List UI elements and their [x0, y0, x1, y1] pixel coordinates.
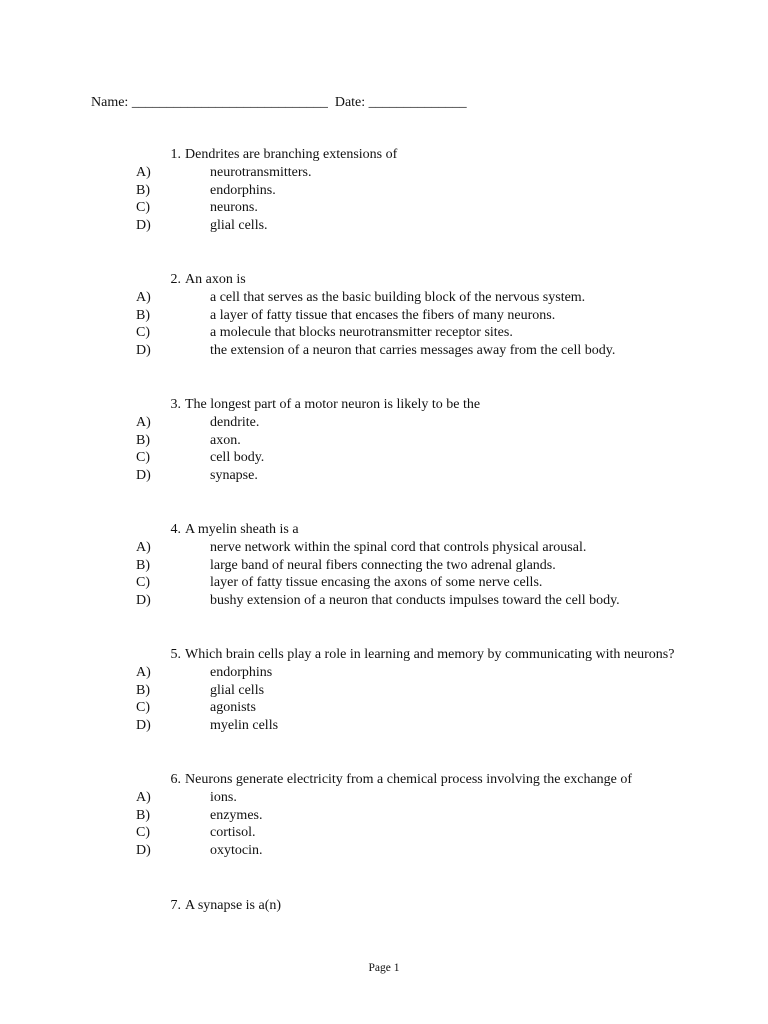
option-text: myelin cells: [210, 718, 279, 734]
question-number: 7.: [170, 898, 181, 913]
question-3: [136, 396, 736, 485]
option-text: ions.: [210, 789, 237, 805]
option-letter: B): [136, 807, 150, 823]
option-d: [136, 717, 736, 735]
option-d: [136, 342, 736, 360]
option-b: [136, 807, 736, 825]
question-1: [136, 146, 736, 235]
option-letter: C): [136, 200, 150, 216]
name-label: Name:: [91, 95, 129, 110]
option-text: large band of neural fibers connecting the two adrenal glands.: [210, 557, 556, 573]
option-text: layer of fatty tissue encasing the axons of some nerve cells.: [210, 575, 543, 591]
question-4: [136, 521, 736, 610]
option-letter: D): [136, 343, 151, 359]
question-stem: A myelin sheath is a: [185, 522, 299, 537]
option-text: endorphins: [210, 664, 273, 680]
option-letter: B): [136, 557, 150, 573]
option-text: neurotransmitters.: [210, 164, 312, 180]
option-c: [136, 449, 736, 467]
option-c: [136, 824, 736, 842]
option-b: [136, 432, 736, 450]
question-stem: Neurons generate electricity from a chemical process involving the exchange of: [185, 772, 633, 787]
option-letter: A): [136, 164, 151, 180]
option-text: a layer of fatty tissue that encases the fibers of many neurons.: [210, 307, 556, 323]
date-label: Date:: [334, 95, 366, 110]
option-letter: B): [136, 432, 150, 448]
option-a: [136, 414, 736, 432]
page-number: Page 1: [368, 962, 400, 974]
option-c: [136, 574, 736, 592]
question-stem: Dendrites are branching extensions of: [185, 147, 398, 162]
option-c: [136, 199, 736, 217]
option-text: endorphins.: [210, 182, 276, 198]
option-letter: A): [136, 664, 151, 680]
option-text: cortisol.: [210, 825, 256, 841]
option-text: dendrite.: [210, 414, 260, 430]
name-date-header: [91, 94, 467, 112]
option-letter: C): [136, 325, 150, 341]
question-number: 6.: [170, 772, 181, 787]
question-stem: The longest part of a motor neuron is likely to be the: [185, 397, 481, 412]
option-letter: D): [136, 468, 151, 484]
option-text: cell body.: [210, 450, 265, 466]
option-letter: B): [136, 307, 150, 323]
option-b: [136, 682, 736, 700]
question-6: [136, 771, 736, 860]
option-a: [136, 789, 736, 807]
question-7: [136, 897, 736, 915]
option-text: enzymes.: [210, 807, 263, 823]
question-5: [136, 646, 736, 735]
option-d: [136, 467, 736, 485]
option-letter: D): [136, 843, 151, 859]
option-text: the extension of a neuron that carries messages away from the cell body.: [210, 343, 616, 359]
question-2: [136, 271, 736, 360]
option-a: [136, 664, 736, 682]
option-text: synapse.: [210, 468, 258, 484]
option-text: a molecule that blocks neurotransmitter receptor sites.: [210, 325, 513, 341]
option-letter: D): [136, 593, 151, 609]
option-a: [136, 164, 736, 182]
option-text: neurons.: [210, 200, 258, 216]
date-blank[interactable]: ______________: [368, 95, 467, 110]
option-letter: A): [136, 789, 151, 805]
option-letter: D): [136, 718, 151, 734]
option-text: axon.: [210, 432, 241, 448]
option-d: [136, 217, 736, 235]
question-stem: A synapse is a(n): [185, 898, 282, 913]
question-number: 1.: [170, 147, 181, 162]
option-text: glial cells: [210, 682, 265, 698]
question-stem: An axon is: [185, 272, 246, 287]
option-letter: B): [136, 682, 150, 698]
option-d: [136, 592, 736, 610]
option-c: [136, 324, 736, 342]
option-c: [136, 699, 736, 717]
question-stem: Which brain cells play a role in learning and memory by communicating with neurons?: [185, 647, 675, 662]
option-b: [136, 307, 736, 325]
option-a: [136, 289, 736, 307]
option-letter: D): [136, 218, 151, 234]
option-b: [136, 557, 736, 575]
question-number: 3.: [170, 397, 181, 412]
option-text: a cell that serves as the basic building block of the nervous system.: [210, 289, 586, 305]
option-text: nerve network within the spinal cord that controls physical arousal.: [210, 539, 587, 555]
option-text: agonists: [210, 700, 256, 716]
option-letter: A): [136, 289, 151, 305]
question-number: 4.: [170, 522, 181, 537]
option-text: glial cells.: [210, 218, 268, 234]
option-a: [136, 539, 736, 557]
question-number: 2.: [170, 272, 181, 287]
question-number: 5.: [170, 647, 181, 662]
option-letter: B): [136, 182, 150, 198]
option-text: bushy extension of a neuron that conducts impulses toward the cell body.: [210, 593, 620, 609]
option-letter: C): [136, 450, 150, 466]
option-text: oxytocin.: [210, 843, 263, 859]
option-b: [136, 182, 736, 200]
option-letter: C): [136, 575, 150, 591]
option-letter: C): [136, 825, 150, 841]
option-letter: C): [136, 700, 150, 716]
option-letter: A): [136, 539, 151, 555]
option-d: [136, 842, 736, 860]
option-letter: A): [136, 414, 151, 430]
name-blank[interactable]: ____________________________: [131, 95, 328, 110]
